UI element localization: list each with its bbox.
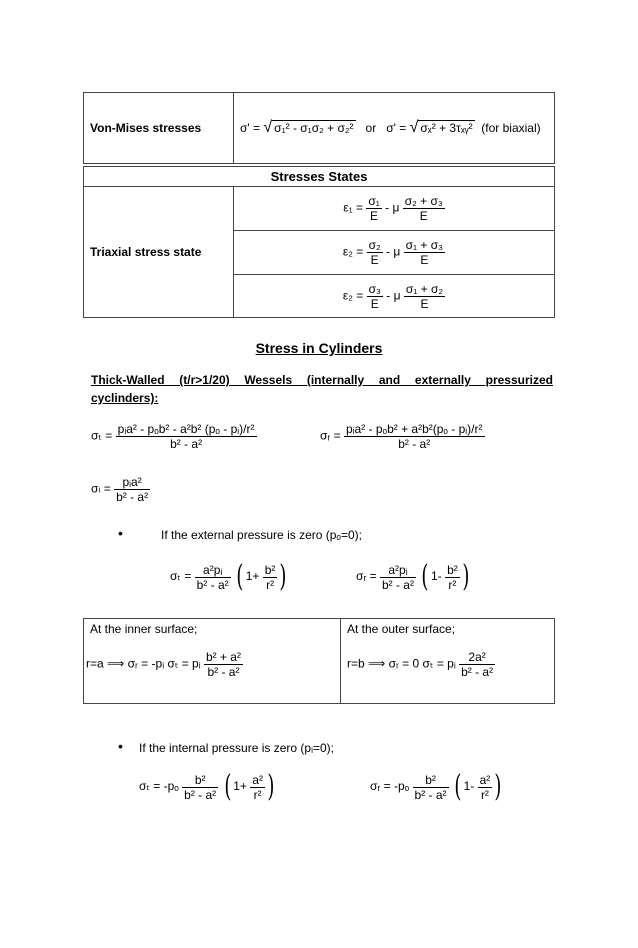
ext-t-den: b² - a² bbox=[196, 577, 229, 592]
ext-r-in: 1- bbox=[431, 569, 442, 584]
states-header: Stresses States bbox=[270, 169, 368, 184]
cylinders-subtitle-line2: cyclinders): bbox=[91, 391, 159, 405]
ext-r-in-frac bbox=[445, 563, 460, 592]
eq3-n1: σ₃ bbox=[368, 281, 381, 296]
vonmises-table bbox=[83, 92, 555, 164]
inner-equation bbox=[86, 650, 334, 679]
sigma-t-frac bbox=[116, 422, 257, 451]
cylinders-subtitle-line1: Thick-Walled (t/r>1/20) Wessels (internally and externally pressurized bbox=[91, 373, 553, 387]
eq3-frac1 bbox=[367, 282, 383, 311]
right-paren-icon: ) bbox=[279, 559, 287, 594]
eq2-n2: σ₁ + σ₃ bbox=[405, 238, 444, 252]
ext-sigma-t bbox=[170, 559, 289, 594]
states-table bbox=[83, 166, 555, 318]
sigma-l-den: b² - a² bbox=[116, 490, 149, 504]
int-r-lhs: σᵣ = -pₒ bbox=[370, 779, 410, 794]
vonmises-formula-b-lhs: σ' = bbox=[386, 121, 410, 135]
vonmises-formula-a-lhs: σ' = bbox=[240, 121, 264, 135]
vonmises-biaxial: (for biaxial) bbox=[481, 121, 541, 135]
inner-frac bbox=[204, 650, 243, 679]
eq3-mid: - μ bbox=[386, 288, 401, 303]
ext-r-lhs: σᵣ = bbox=[356, 569, 377, 584]
sigma-r-num: pᵢa² - pₒb² + a²b²(pₒ - pᵢ)/r² bbox=[345, 422, 483, 436]
eq2-cell bbox=[234, 231, 555, 275]
triaxial-label: Triaxial stress state bbox=[90, 245, 202, 259]
eq1-lhs: ε₁ = bbox=[343, 200, 363, 215]
int-t-den: b² - a² bbox=[184, 787, 217, 802]
eq2-lhs: ε₂ = bbox=[342, 244, 364, 259]
eq1-n1: σ₁ bbox=[368, 194, 380, 208]
eq2-frac1 bbox=[367, 238, 383, 267]
int-r-in-den: r² bbox=[478, 787, 493, 802]
eq3-d1: E bbox=[367, 296, 383, 311]
outer-frac bbox=[459, 650, 495, 679]
int-t-in-num: a² bbox=[252, 772, 263, 787]
eq1-d1: E bbox=[366, 208, 381, 223]
outer-st-lhs: σₜ = pᵢ bbox=[422, 656, 456, 671]
cylinders-title: Stress in Cylinders bbox=[255, 340, 383, 356]
eq1-n2: σ₂ + σ₃ bbox=[404, 194, 443, 208]
ext-t-in-den: r² bbox=[263, 577, 278, 592]
ext-t-in: 1+ bbox=[245, 569, 260, 584]
eq1-d2: E bbox=[403, 208, 445, 223]
eq1-mid: - μ bbox=[385, 200, 400, 215]
int-t-in: 1+ bbox=[233, 779, 247, 794]
eq2-frac2 bbox=[404, 238, 445, 267]
vonmises-formula-cell bbox=[234, 93, 555, 164]
ext-t-in-num: b² bbox=[264, 562, 276, 577]
left-paren-icon: ( bbox=[223, 769, 231, 804]
ext-t-frac bbox=[195, 563, 231, 592]
int-r-frac bbox=[413, 773, 449, 802]
outer-sr: σᵣ = 0 bbox=[388, 656, 420, 671]
eq1-frac1 bbox=[366, 194, 381, 223]
int-t-in-frac bbox=[250, 773, 265, 802]
sqrt-icon: √ bbox=[263, 119, 273, 136]
outer-equation bbox=[347, 650, 548, 679]
inner-surface-cell bbox=[84, 619, 341, 704]
bullet-icon: • bbox=[118, 738, 123, 754]
ext-r-num: a²pᵢ bbox=[388, 562, 408, 577]
int-r-den: b² - a² bbox=[414, 787, 447, 802]
sigma-l bbox=[91, 475, 150, 504]
sigma-t-num: pᵢa² - pₒb² - a²b² (pₒ - pᵢ)/r² bbox=[117, 422, 255, 436]
eq3-lhs: ε₂ = bbox=[342, 288, 364, 303]
int-t-lhs: σₜ = -pₒ bbox=[139, 779, 179, 794]
sqrt-icon: √ bbox=[409, 119, 419, 136]
sigma-t-den: b² - a² bbox=[116, 436, 257, 451]
eq3-cell bbox=[234, 275, 555, 318]
vonmises-or: or bbox=[365, 121, 377, 135]
int-t-in-den: r² bbox=[250, 787, 265, 802]
ext-t-num: a²pᵢ bbox=[203, 562, 223, 577]
vonmises-label-cell bbox=[84, 93, 234, 164]
int-r-in-frac bbox=[478, 773, 493, 802]
inner-sr: σᵣ = -pᵢ bbox=[127, 656, 165, 671]
eq2-n1: σ₂ bbox=[368, 238, 381, 252]
right-paren-icon: ) bbox=[462, 559, 470, 594]
int-t-frac bbox=[182, 773, 218, 802]
inner-st-lhs: σₜ = pᵢ bbox=[167, 656, 201, 671]
sigma-l-frac bbox=[114, 475, 150, 504]
eq2-d1: E bbox=[367, 252, 383, 267]
eq2-d2: E bbox=[404, 252, 445, 267]
ext-r-in-den: r² bbox=[445, 577, 460, 592]
triaxial-label-cell bbox=[84, 187, 234, 318]
int-zero-text: If the internal pressure is zero (pᵢ=0); bbox=[139, 741, 334, 755]
sigma-t-general bbox=[91, 422, 257, 451]
sigma-l-num: pᵢa² bbox=[122, 475, 142, 489]
ext-sigma-r bbox=[356, 559, 471, 594]
inner-num: b² + a² bbox=[205, 650, 241, 664]
bullet-icon: • bbox=[118, 525, 123, 541]
sigma-r-frac bbox=[344, 422, 485, 451]
ext-t-in-frac bbox=[263, 563, 278, 592]
int-r-in-num: a² bbox=[479, 772, 491, 787]
int-r-in: 1- bbox=[463, 779, 475, 794]
outer-surface-cell bbox=[341, 619, 555, 704]
inner-title: At the inner surface; bbox=[90, 622, 198, 636]
outer-num: 2a² bbox=[468, 650, 486, 664]
surfaces-table bbox=[83, 618, 555, 704]
vonmises-formula-b-rad: σₓ² + 3τₓᵧ² bbox=[420, 121, 473, 135]
right-paren-icon: ) bbox=[267, 769, 275, 804]
int-sigma-r bbox=[370, 769, 504, 804]
eq3-d2: E bbox=[404, 296, 445, 311]
right-paren-icon: ) bbox=[494, 769, 502, 804]
outer-cond: r=b ⟹ bbox=[347, 656, 386, 671]
inner-cond: r=a ⟹ bbox=[86, 656, 125, 671]
left-paren-icon: ( bbox=[421, 559, 429, 594]
eq1-cell bbox=[234, 187, 555, 231]
vonmises-label: Von-Mises stresses bbox=[90, 121, 202, 135]
ext-zero-text: If the external pressure is zero (pₒ=0); bbox=[161, 528, 362, 542]
states-header-cell bbox=[84, 167, 555, 187]
int-r-num: b² bbox=[425, 772, 436, 787]
ext-t-lhs: σₜ = bbox=[170, 569, 192, 584]
int-t-num: b² bbox=[194, 772, 206, 787]
outer-title: At the outer surface; bbox=[347, 622, 456, 636]
sigma-r-den: b² - a² bbox=[344, 436, 485, 451]
left-paren-icon: ( bbox=[236, 559, 244, 594]
sigma-r-general bbox=[320, 422, 485, 451]
ext-r-den: b² - a² bbox=[381, 577, 414, 592]
eq2-mid: - μ bbox=[386, 244, 401, 259]
eq1-frac2 bbox=[403, 194, 445, 223]
int-sigma-t bbox=[139, 769, 277, 804]
sigma-t-lhs: σₜ = bbox=[91, 428, 113, 443]
outer-den: b² - a² bbox=[461, 665, 494, 679]
sigma-l-lhs: σₗ = bbox=[91, 481, 111, 496]
ext-r-in-num: b² bbox=[447, 562, 458, 577]
eq3-n2: σ₁ + σ₂ bbox=[405, 281, 444, 296]
left-paren-icon: ( bbox=[454, 769, 462, 804]
vonmises-formula-a-rad: σ₁² - σ₁σ₂ + σ₂² bbox=[274, 121, 354, 135]
sigma-r-lhs: σᵣ = bbox=[320, 428, 341, 443]
inner-den: b² - a² bbox=[204, 664, 243, 679]
eq3-frac2 bbox=[404, 282, 445, 311]
ext-r-frac bbox=[380, 563, 416, 592]
